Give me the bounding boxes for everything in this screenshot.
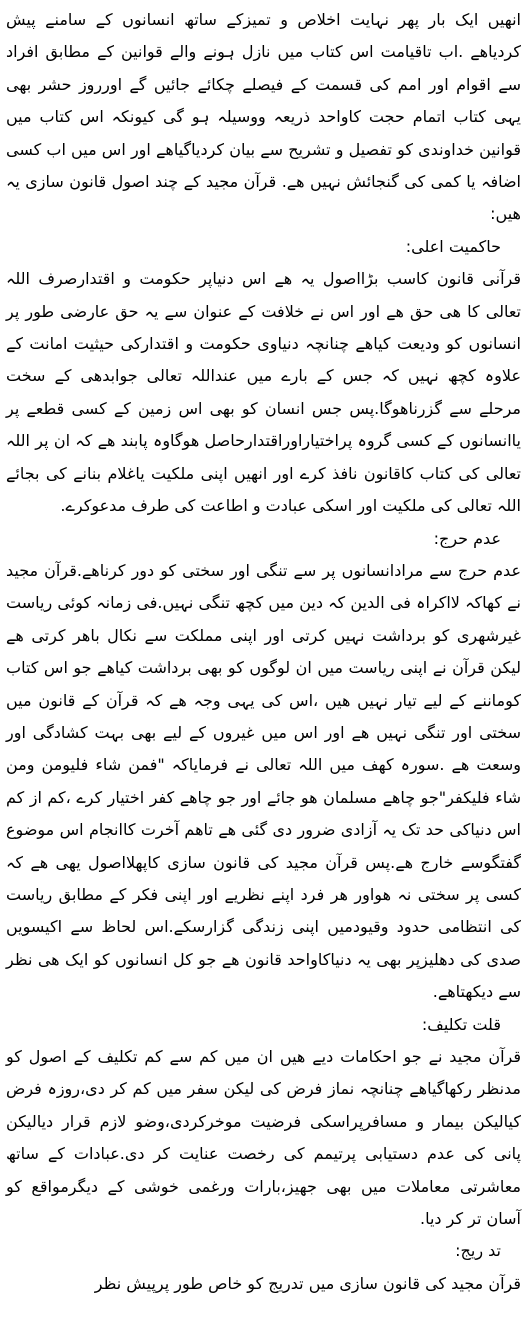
paragraph-qillat-taklif: قرآن مجید نے جو احکامات دیے ھیں ان میں کم سے کم تکلیف کے اصول کو مدنظر رکھاگیاھے چنانچہ نماز فرض کی لیکن سفر میں کم کر دی،روزہ فرض کیالیکن بیمار و مسافرپراسکی فرضیت موخرکردی،وضو لازم قرار دیالیکن پانی کی عدم دستیابی پرتیمم کی رخصت عنایت کر دی.عبادات کے ساتھ معاشرتی معاملات میں بھی جھیز،بارات ورغمی خوشی کے دیگرمواقع کو آسان تر کر دیا. xyxy=(6,1047,521,1229)
paragraph-hakimiyat-aala: قرآنی قانون کاسب بڑااصول یہ ھے اس دنیاپر حکومت و اقتدارصرف اللہ تعالی کا ھی حق ھے اور اس نے خلافت کے عنوان سے یہ حق عارضی طور پر انسانوں کو ودیعت کیاھے چنانچہ دنیاوی حکومت و اقتدارکی حیثیت امانت کے علاوہ کچھ نہیں کہ جس کے بارے میں عنداللہ تعالی جوابدھی کے سخت مرحلے سے گزرناھوگا.پس جس انسان کو بھی اس زمین کے کسی قطعے پر یاانسانوں کے کسی گروہ پراختیاراوراقتدارحاصل ھوگاوہ پابند ھے کہ ان پر اللہ تعالی کی کتاب کاقانون نافذ کرے اور انھیں اپنی ملکیت یاغلام بنانے کی بجائے اللہ تعالی کی ملکیت اور اسکی عبادت و اطاعت کی طرف مدعوکرے. xyxy=(6,269,521,516)
heading-adam-haraj: عدم حرج: xyxy=(433,528,501,548)
paragraph-adam-haraj: عدم حرج سے مرادانسانوں پر سے تنگی اور سختی کو دور کرناھے.قرآن مجید نے کھاکہ لااکراہ فی الدین کہ دین میں کچھ تنگی نہیں.فی زمانہ کوئی ریاست غیرشھری کو برداشت نہیں کرتی اور اپنی مملکت سے نکال باھر کرتی ھے لیکن قرآن نے اپنی ریاست میں ان لوگوں کو بھی برداشت کیاھے جو اس کتاب کوماننے کے لیے تیار نہیں ھیں ،اس کی یہی وجہ ھے کہ قرآن کے قانون میں سختی اور تنگی نہیں ھے اور اس میں غیروں کے لیے بھی بہت کشادگی اور وسعت ھے .سورہ کھف میں اللہ تعالی نے فرمایاکہ "فمن شاء فلیومن ومن شاء فلیکفر"جو چاھے مسلمان ھو جائے اور جو چاھے کفر اختیار کرے ،کم از کم اس دنیاکی حد تک یہ آزادی ضرور دی گئی ھے تاھم آخرت کاانجام اس موضوع گفتگوسے خارج ھے.پس قرآن مجید کی قانون سازی کاپھلااصول یھی ھے کہ کسی پر سختی نہ ھواور ھر فرد اپنے نظریے اور اپنی فکر کے مطابق ریاست کی انتظامی حدود وقیودمیں اپنی زندگی گزارسکے.اس لحاظ سے اکیسویں صدی کی دھلیزپر بھی یہ دنیاکاواحد قانون ھے جو کل انسانوں کو ایک ھی نظر سے دیکھتاھے. xyxy=(6,560,521,1002)
intro-paragraph: انھیں ایک بار پھر نہایت اخلاص و تمیزکے ساتھ انسانوں کے سامنے پیش کردیاھے .اب تاقیامت اس کتاب میں نازل ہونے والے قوانین کے مطابق افراد سے اقوام اور امم کی قسمت کے فیصلے چکائے جائیں گے اورروز حشر بھی یہی کتاب اتمام حجت کاواحد ذریعہ ووسیلہ ہو گی کیونکہ اس کتاب میں قوانین خداوندی کو تفصیل و تشریح سے بیان کردیاگیاھے اور اس میں اب کسی اضافہ یا کمی کی گنجائش نہیں ھے. قرآن مجید کے چند اصول قانون سازی یہ ھیں: xyxy=(6,10,521,224)
heading-hakimiyat-aala: حاکمیت اعلی: xyxy=(405,236,501,256)
paragraph-tadreej: قرآن مجید کی قانون سازی میں تدریج کو خاص طور پرپیش نظر xyxy=(94,1273,521,1293)
heading-qillat-taklif: قلت تکلیف: xyxy=(421,1014,501,1034)
heading-tadreej: تد ریج: xyxy=(455,1241,501,1261)
